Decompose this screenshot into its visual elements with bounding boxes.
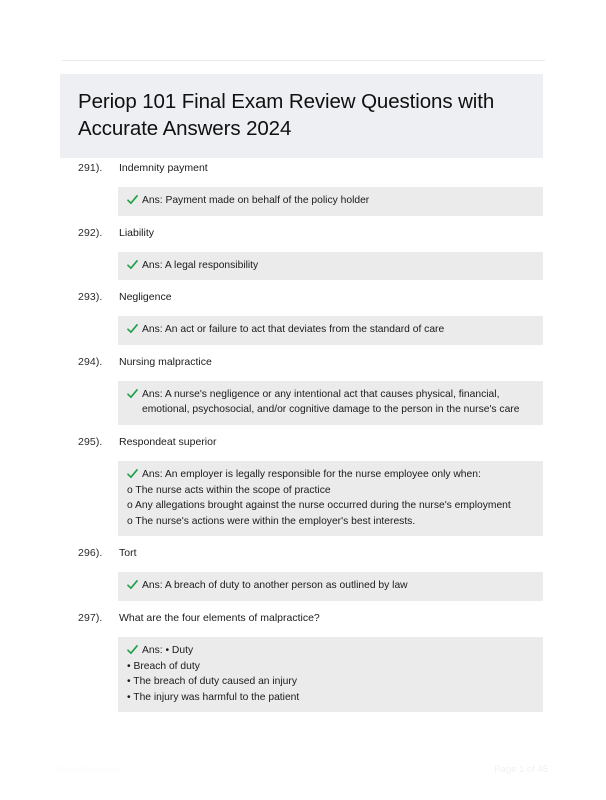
answer-box xyxy=(118,461,543,536)
green-check-icon xyxy=(127,259,138,271)
question-row xyxy=(0,160,606,178)
document-title-band xyxy=(60,74,543,158)
qa-item xyxy=(0,160,606,216)
answer-box xyxy=(118,252,543,281)
question-number: 296). xyxy=(78,547,103,560)
answer-text: Ans: A breach of duty to another person as outlined by law xyxy=(142,580,408,592)
answer-first-line xyxy=(127,193,533,209)
qa-item xyxy=(0,289,606,345)
page-footer xyxy=(0,754,606,800)
answer-text: Ans: • Duty xyxy=(142,644,194,656)
question-row xyxy=(0,289,606,307)
answer-box xyxy=(118,572,543,601)
question-row xyxy=(0,354,606,372)
qa-item xyxy=(0,354,606,425)
question-text: Indemnity payment xyxy=(119,162,208,174)
question-answer-list xyxy=(0,160,606,721)
answer-box xyxy=(118,316,543,345)
qa-item xyxy=(0,545,606,601)
question-number: 297). xyxy=(78,611,103,624)
question-number: 294). xyxy=(78,355,103,368)
green-check-icon xyxy=(127,388,138,400)
answer-text: Ans: Payment made on behalf of the policy holder xyxy=(142,195,370,206)
answer-text: Ans: An act or failure to act that deviates from the standard of care xyxy=(142,324,445,336)
qa-item xyxy=(0,225,606,281)
green-check-icon xyxy=(127,579,138,591)
qa-item xyxy=(0,434,606,536)
question-text: What are the four elements of malpractice? xyxy=(119,611,320,624)
answer-text: Ans: An employer is legally responsible for the nurse employee only when: xyxy=(142,468,481,480)
answer-extra-line: • The injury was harmful to the patient xyxy=(127,691,300,703)
answer-box xyxy=(118,381,543,425)
answer-extra-line: • Breach of duty xyxy=(127,660,200,672)
green-check-icon xyxy=(127,323,138,335)
answer-first-line xyxy=(127,258,533,274)
answer-extra-line: • The breach of duty caused an injury xyxy=(127,676,297,688)
question-text: Respondeat superior xyxy=(119,435,217,448)
page-number-label: Page 1 of 45 xyxy=(494,764,548,774)
answer-box xyxy=(118,187,543,216)
question-number: 295). xyxy=(78,435,103,448)
green-check-icon xyxy=(127,194,138,206)
question-text: Nursing malpractice xyxy=(119,355,212,368)
question-text: Tort xyxy=(119,547,137,560)
question-number: 292). xyxy=(78,226,103,239)
answer-text: Ans: A legal responsibility xyxy=(142,259,259,271)
green-check-icon xyxy=(127,468,138,480)
answer-extra-line: o The nurse's actions were within the employer's best interests. xyxy=(127,515,416,527)
qa-item xyxy=(0,610,606,712)
page-title: Periop 101 Final Exam Review Questions with Accurate Answers 2024 xyxy=(78,90,495,141)
answer-text: Ans: A nurse's negligence or any intentional act that causes physical, financial, emotional, psychosocial, and/or cognitive damage to the person in the nurse's care xyxy=(142,388,520,416)
question-number: 291). xyxy=(78,162,103,174)
answer-first-line xyxy=(127,387,533,418)
answer-extra-line: o Any allegations brought against the nurse occurred during the nurse's employment xyxy=(127,500,511,512)
question-number: 293). xyxy=(78,291,103,304)
green-check-icon xyxy=(127,644,138,656)
answer-first-line xyxy=(127,322,533,338)
answer-box xyxy=(118,637,543,712)
question-row xyxy=(0,434,606,452)
answer-first-line xyxy=(127,643,533,659)
answer-extra-line: o The nurse acts within the scope of practice xyxy=(127,484,331,496)
watermark-label: PaperStoc.com xyxy=(57,764,118,774)
header-rule xyxy=(62,60,545,61)
question-row xyxy=(0,225,606,243)
question-row xyxy=(0,610,606,628)
question-text: Liability xyxy=(119,226,155,239)
question-row xyxy=(0,545,606,563)
question-text: Negligence xyxy=(119,291,172,304)
answer-first-line xyxy=(127,467,533,483)
answer-first-line xyxy=(127,578,533,594)
